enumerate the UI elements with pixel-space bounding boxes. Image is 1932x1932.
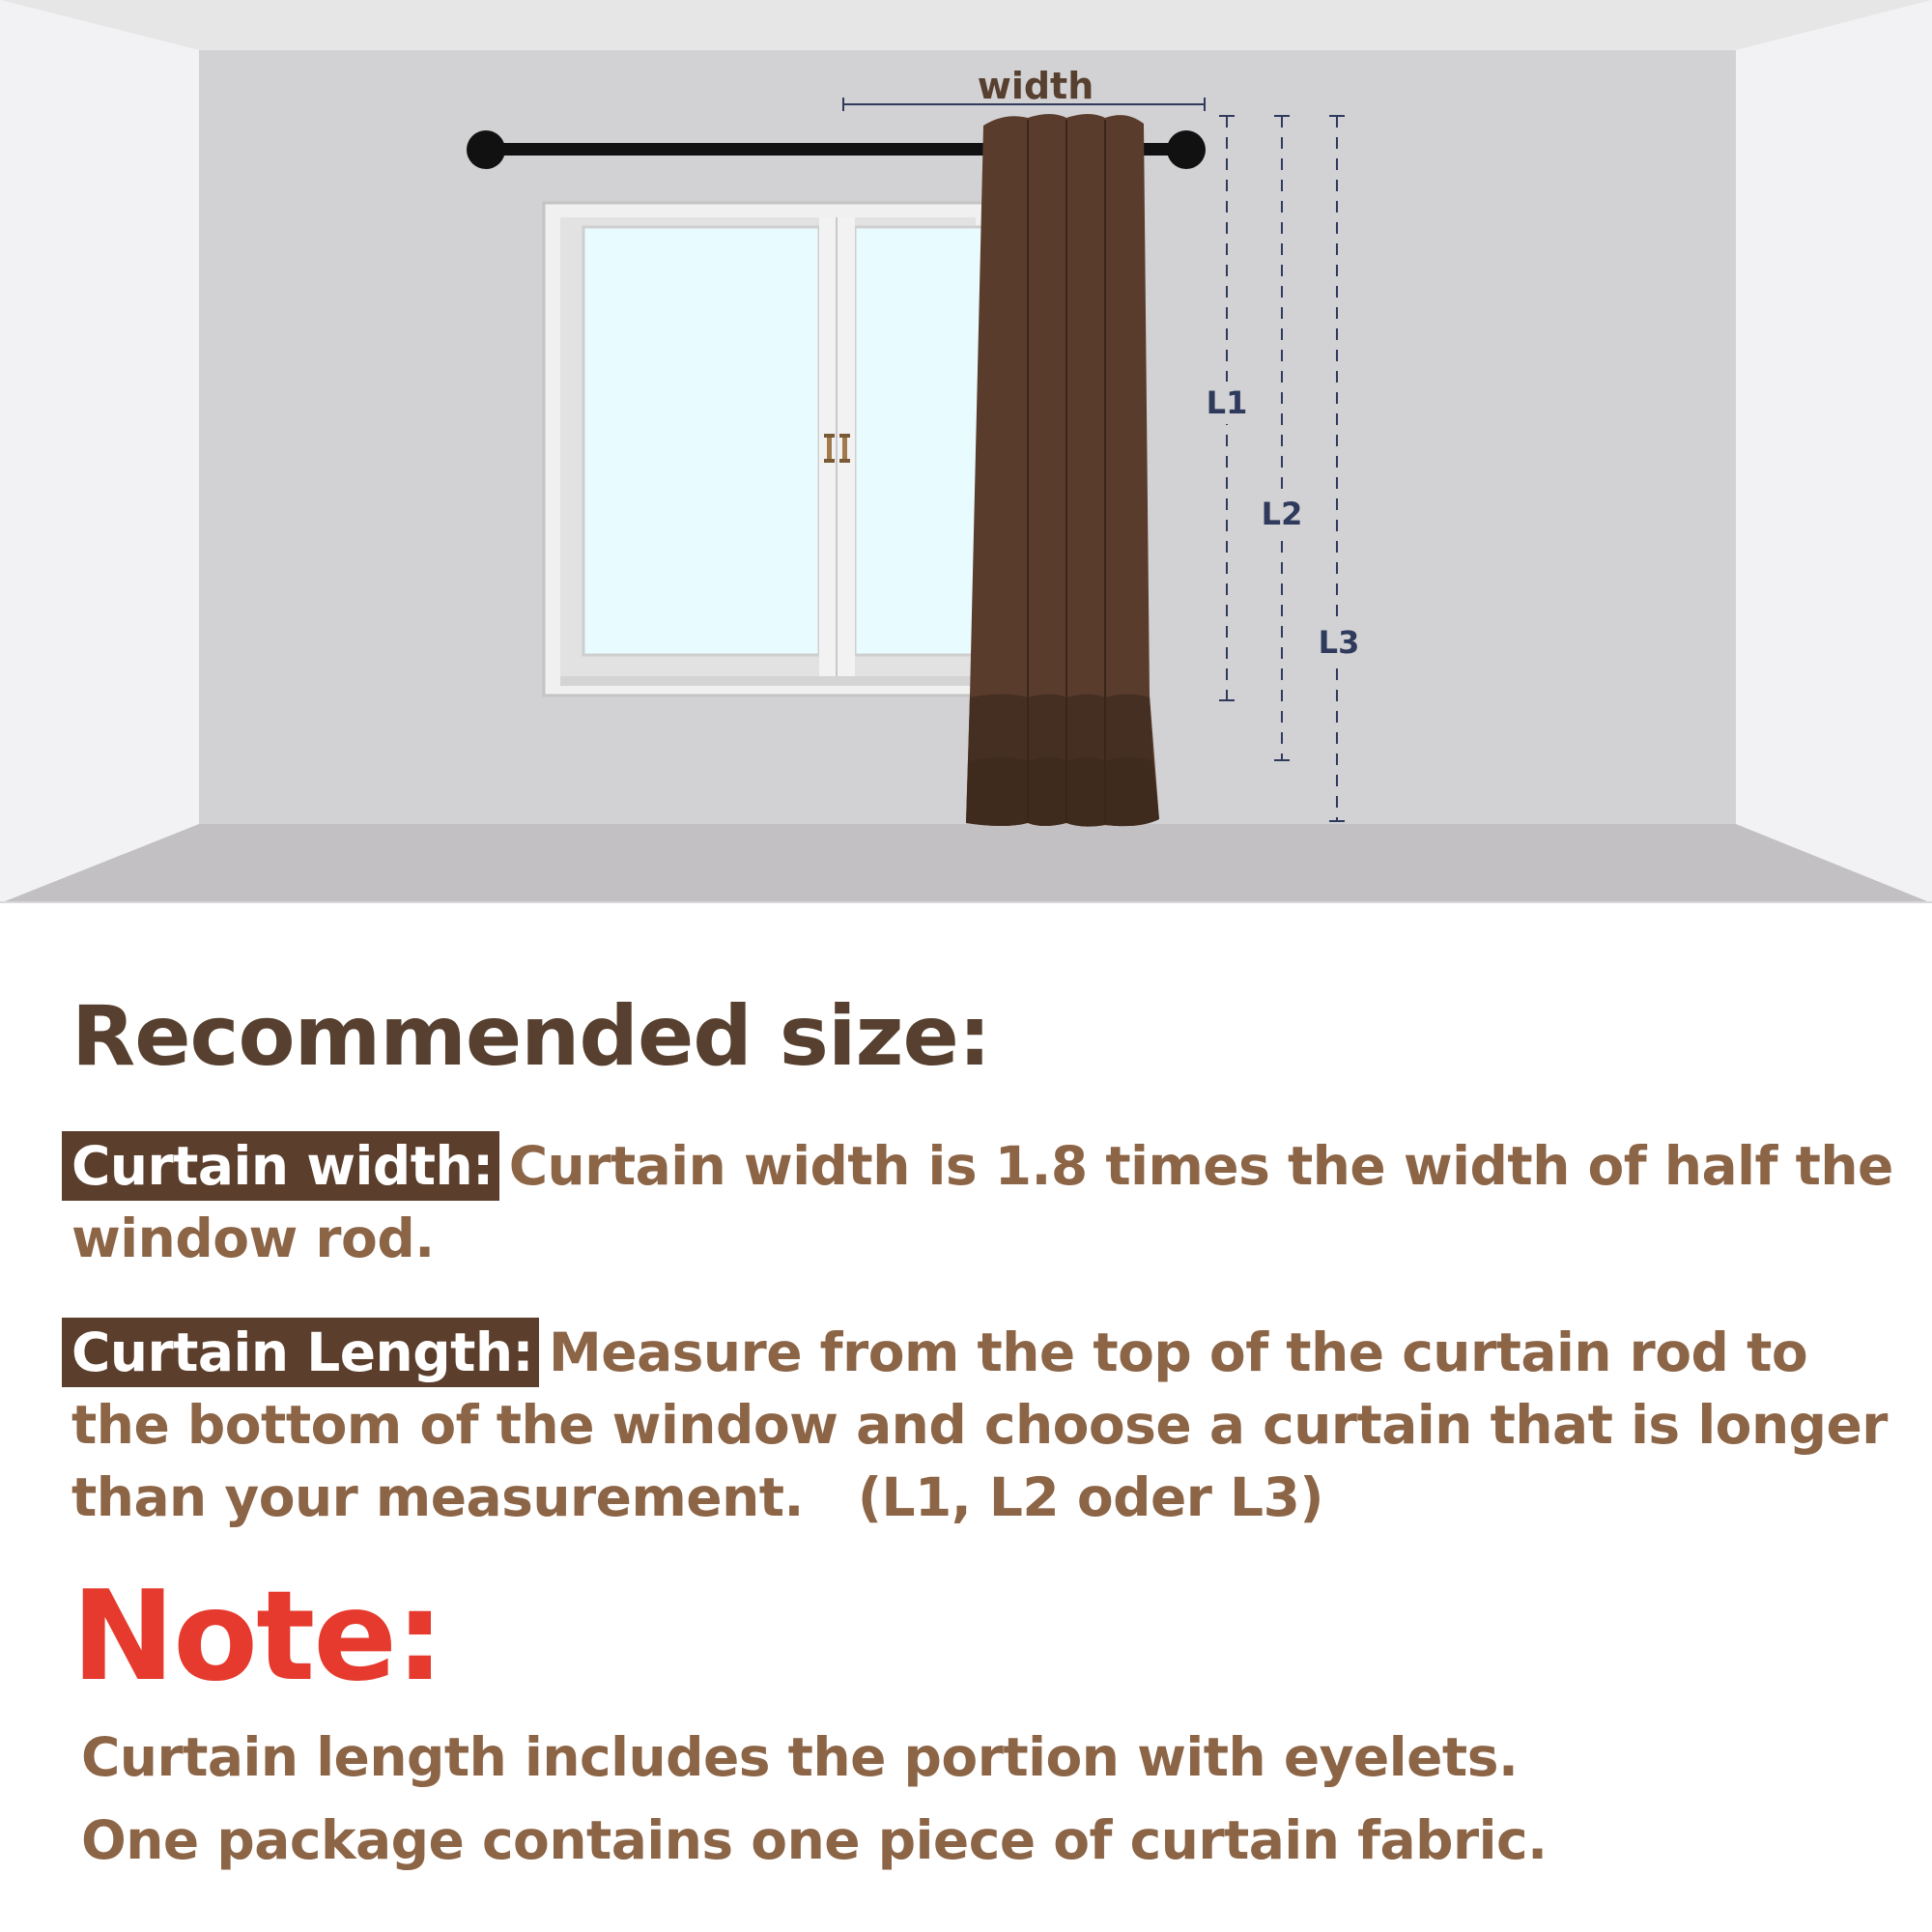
note-line-package: One package contains one piece of curtain fabric.: [81, 1809, 1548, 1871]
window-pane-left: [583, 227, 819, 655]
window: [544, 203, 990, 696]
curtain-width-text: Curtain width is 1.8 times the width of half the: [508, 1135, 1893, 1197]
l3-label: L3: [1318, 624, 1360, 661]
curtain-panel: [966, 114, 1159, 827]
window-pane-right: [855, 227, 990, 655]
curtain-width-label: Curtain width:: [62, 1131, 499, 1201]
rod-finial-left-icon: [467, 130, 505, 169]
room-diagram: [0, 0, 1932, 903]
note-line-eyelets: Curtain length includes the portion with eyelets.: [81, 1726, 1519, 1788]
curtain-width-text-continued: window rod.: [71, 1208, 435, 1269]
right-wall: [1736, 0, 1932, 903]
rod-finial-right-icon: [1167, 130, 1206, 169]
recommended-size-heading: Recommended size:: [71, 988, 991, 1085]
curtain-length-text: Measure from the top of the curtain rod to: [549, 1321, 1808, 1383]
curtain-length-text-line2: the bottom of the window and choose a curtain that is longer: [71, 1394, 1888, 1456]
curtain-width-paragraph: [62, 1130, 1893, 1275]
room-illustration: [0, 0, 1932, 903]
floor: [0, 824, 1932, 903]
ceiling: [0, 0, 1932, 50]
l2-label: L2: [1261, 496, 1303, 532]
curtain-length-paragraph: [62, 1317, 1888, 1534]
size-guide: [0, 903, 1932, 1932]
curtain-length-text-line3: than your measurement. (L1, L2 oder L3): [71, 1466, 1324, 1528]
l1-label: L1: [1206, 384, 1248, 421]
note-title: Note:: [71, 1565, 443, 1709]
left-wall: [0, 0, 199, 903]
curtain-length-label: Curtain Length:: [62, 1318, 539, 1387]
width-label: width: [977, 65, 1094, 107]
